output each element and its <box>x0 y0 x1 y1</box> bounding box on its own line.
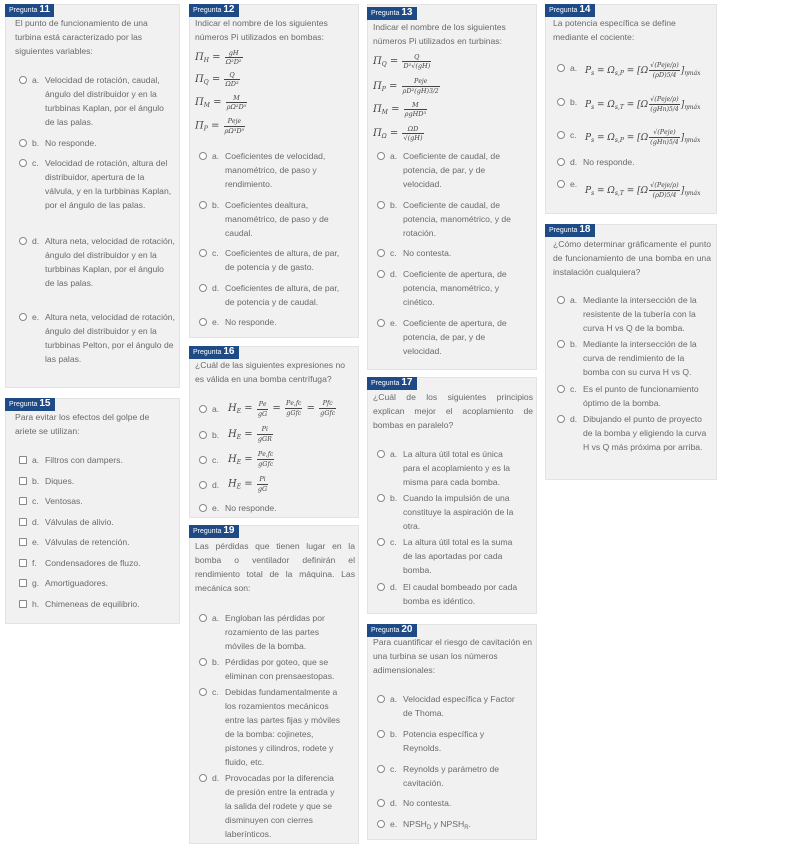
question-text: ¿Cuál de las siguientes expresiones no es válida en una bomba centrífuga? <box>195 360 346 384</box>
radio-button[interactable] <box>557 131 565 139</box>
question-text: ¿Cómo determinar gráficamente el punto de funcionamiento de una bomba en una instalación cualquiera? <box>553 239 711 277</box>
radio-button[interactable] <box>199 318 207 326</box>
question-text: Indicar el nombre de los siguientes números Pi utilizados en turbinas: <box>373 22 506 46</box>
formula-pi-omega: $\Pi_\Omega$ = $\frac{\Omega D}{√(gH)}$ <box>373 125 423 142</box>
radio-button[interactable] <box>557 385 565 393</box>
checkbox[interactable] <box>19 518 27 526</box>
question-14-badge: Pregunta 14 <box>545 4 595 17</box>
radio-button[interactable] <box>19 76 27 84</box>
formula-option-c: $P_s = \Omega_{s,P} = [\Omega$ √(Peje) (gHn)5/4 ]$_{\eta máx}$ <box>585 128 701 146</box>
radio-button[interactable] <box>199 658 207 666</box>
question-15-badge: Pregunta 15 <box>5 398 55 411</box>
radio-button[interactable] <box>199 284 207 292</box>
radio-button[interactable] <box>19 139 27 147</box>
formula-pi-m: $\Pi_M$ = M ρgHD³ <box>373 101 427 118</box>
question-18-card: Pregunta 18 ¿Cómo determinar gráficamente el punto de funcionamiento de una bomba en una instalación cualquiera? a. Mediante la intersección de la resistente de la tubería con la curva H vs Q de la bomba. b. Mediante la intersección de la curva de rendimiento de la bomba con su curva H vs Q. c. Es el punto de funcionamiento óptimo de la bomba. d. Dibujando el punto de proyecto de la bomba y eligiendo la curva H vs Q más próxima por arriba. <box>545 224 717 480</box>
question-14-card: Pregunta 14 La potencia específica se define mediante el cociente: a. $P_s = \Omega_{s,P} = [\Omega$ √(Peje/ρ) (ρD)5/4 ]$_{\eta máx}$ b. $P_s = \Omega_{s,T} = [\Omega$ √(Peje/ρ) (gHn)5/4 ]$_{\eta máx}$ c. $P_s = \Omega_{s,P} = [\Omega$ √(Peje) (gHn)5/4 ]$_{\eta máx}$ d. No responde. e. $P_s = \Omega_{s,T} = [\Omega$ √(Peje/ρ) (ρD)5/4 ]$_{\eta máx}$ <box>545 4 717 214</box>
question-13-badge: Pregunta 13 <box>367 7 417 20</box>
radio-button[interactable] <box>199 688 207 696</box>
question-13-card: Pregunta 13 Indicar el nombre de los siguientes números Pi utilizados en turbinas: $\Pi_Q$ = $\frac{Q}{\text{D²√(gH)}}$ $\Pi_P$ = Peje ρD²(gH)3/2 $\Pi_M$ = M ρgHD³ $\Pi_\Omega$ = $\frac{\Omega D}{√(gH)}$ a. Coeficiente de caudal, de potencia, de par, y de velocidad. b. Coeficiente de caudal, de potencia, manométrico, y de rotación. c. No contesta. d. Coeficiente de apertura, de potencia, manométrico, y cinético. e. Coeficiente de apertura, de potencia, de par, y de velocidad. <box>367 4 537 370</box>
question-18-badge: Pregunta 18 <box>545 224 595 237</box>
radio-button[interactable] <box>199 504 207 512</box>
radio-button[interactable] <box>377 799 385 807</box>
radio-button[interactable] <box>557 415 565 423</box>
question-text: Indicar el nombre de los siguientes números Pi utilizados en bombas: <box>195 18 328 42</box>
radio-button[interactable] <box>199 431 207 439</box>
question-text: La potencia específica se define mediante el cociente: <box>553 18 676 42</box>
formula-pi-p: $\Pi_P$ = Peje ρΩ³D⁵ <box>195 117 245 135</box>
question-15-card: Pregunta 15 Para evitar los efectos del golpe de ariete se utilizan: a. Filtros con dampers. b. Diques. c. Ventosas. d. Válvulas de alivio. e. Válvulas de retención. f. Condensadores de fluzo. g. Amortiguadores. h. Chimeneas de equilibrio. <box>5 398 180 624</box>
radio-button[interactable] <box>557 158 565 166</box>
radio-button[interactable] <box>557 296 565 304</box>
question-text: Las pérdidas que tienen lugar en la bomba o ventilador definirán el rendimiento total de la máquina. Las mecánica son: <box>195 541 355 593</box>
question-20-badge: Pregunta 20 <box>367 624 417 637</box>
formula-option-c: $H_E$ = Pe,fc gGfc <box>228 450 274 468</box>
radio-button[interactable] <box>199 152 207 160</box>
question-17-badge: Pregunta 17 <box>367 377 417 390</box>
radio-button[interactable] <box>199 249 207 257</box>
checkbox[interactable] <box>19 579 27 587</box>
question-11-badge: Pregunta 11 <box>5 4 54 17</box>
radio-button[interactable] <box>377 201 385 209</box>
radio-button[interactable] <box>199 614 207 622</box>
question-text: Para cuantificar el riesgo de cavitación en una turbina se usan los números adimensionales: <box>373 637 533 675</box>
checkbox[interactable] <box>19 477 27 485</box>
question-16-card: Pregunta 16 ¿Cuál de las siguientes expresiones no es válida en una bomba centrífuga? a. $H_E$ = $\frac{Pe}{gG}$ = Pe,fc gGfc = Pfc gGfc b. $H_E$ = Pi gGR c. $H_E$ = Pe,fc gGfc d. $H_E$ = $\frac{Pi}{gG}$ e. No responde. <box>189 346 359 518</box>
radio-button[interactable] <box>199 456 207 464</box>
question-19-card: Pregunta 19 Las pérdidas que tienen lugar en la bomba o ventilador definirán el rendimiento total de la máquina. Las mecánica son: a. Engloban las pérdidas por rozamiento de las partes móviles de la bomba. b. Pérdidas por goteo, que se eliminan con prensaestopas. c. Debidas fundamentalmente a los rozamientos mecánicos entre las partes fijas y móviles de la bomba: cojinetes, pistones y cilindros, rodete y fluido, etc. d. Provocadas por la diferencia de presión entre la entrada y la salida del rodete y que se disminuyen con cierres laberínticos. <box>189 525 359 844</box>
radio-button[interactable] <box>377 583 385 591</box>
question-11-card: Pregunta 11 El punto de funcionamiento de una turbina está caracterizado por las siguientes variables: a. Velocidad de rotación, caudal, ángulo del distribuidor y en la turbbinas Kaplan, por el ángulo de las palas. b. No responde. c. Velocidad de rotación, altura del distribuidor, apertura de la válvula, y en la turbbinas Kaplan, por el ángulo de las palas. d. Altura neta, velocidad de rotación, ángulo del distribuidor y en la turbbinas Kaplan, por el ángulo de las palas. e. Altura neta, velocidad de rotación, ángulo del distribuidor y en la turbbinas Pelton, por el ángulo de las palas. <box>5 4 180 388</box>
question-17-card: Pregunta 17 ¿Cuál de los siguientes principios explican mejor el acoplamiento de bombas en paralelo? a. La altura útil total es única para el acoplamiento y es la misma para cada bomba. b. Cuando la impulsión de una constituye la aspiración de la otra. c. La altura útil total es la suma de las aportadas por cada bomba. d. El caudal bombeado por cada bomba es idéntico. <box>367 377 537 614</box>
radio-button[interactable] <box>557 98 565 106</box>
formula-pi-q: $\Pi_Q$ = $\frac{Q}{\text{ΩD³}}$ <box>195 71 239 88</box>
radio-button[interactable] <box>377 820 385 828</box>
radio-button[interactable] <box>377 730 385 738</box>
question-19-badge: Pregunta 19 <box>189 525 239 538</box>
checkbox[interactable] <box>19 559 27 567</box>
formula-option-a: $P_s = \Omega_{s,P} = [\Omega$ √(Peje/ρ) (ρD)5/4 ]$_{\eta máx}$ <box>585 61 701 79</box>
checkbox[interactable] <box>19 456 27 464</box>
question-text: El punto de funcionamiento de una turbina está caracterizado por las siguientes variables: <box>15 18 148 56</box>
formula-pi-p: $\Pi_P$ = Peje ρD²(gH)3/2 <box>373 77 439 95</box>
radio-button[interactable] <box>377 319 385 327</box>
radio-button[interactable] <box>377 538 385 546</box>
radio-button[interactable] <box>19 313 27 321</box>
radio-button[interactable] <box>199 774 207 782</box>
formula-pi-q: $\Pi_Q$ = $\frac{Q}{\text{D²√(gH)}}$ <box>373 53 431 70</box>
formula-option-b: $P_s = \Omega_{s,T} = [\Omega$ √(Peje/ρ) (gHn)5/4 ]$_{\eta máx}$ <box>585 95 701 113</box>
formula-option-e: $P_s = \Omega_{s,T} = [\Omega$ √(Peje/ρ) (ρD)5/4 ]$_{\eta máx}$ <box>585 181 701 199</box>
radio-button[interactable] <box>19 159 27 167</box>
checkbox[interactable] <box>19 538 27 546</box>
formula-pi-h: $\Pi_H$ = $\frac{gH}{\text{Ω²D²}}$ <box>195 49 242 66</box>
radio-button[interactable] <box>377 765 385 773</box>
question-12-card: Pregunta 12 Indicar el nombre de los siguientes números Pi utilizados en bombas: $\Pi_H$ = $\frac{gH}{\text{Ω²D²}}$ $\Pi_Q$ = $\frac{Q}{\text{ΩD³}}$ $\Pi_M$ = $\frac{M}{\text{ρΩ²D⁵}}$ $\Pi_P$ = Peje ρΩ³D⁵ a. Coeficientes de velocidad, manométrico, de paso y rendimiento. b. Coeficientes dealtura, manométrico, de paso y de caudal. c. Coeficientes de altura, de par, de potencia y de gasto. d. Coeficientes de altura, de par, de potencia y de caudal. e. No responde. <box>189 4 359 338</box>
question-text: Para evitar los efectos del golpe de ariete se utilizan: <box>15 412 150 436</box>
radio-button[interactable] <box>377 270 385 278</box>
radio-button[interactable] <box>377 249 385 257</box>
formula-option-d: $H_E$ = $\frac{Pi}{gG}$ <box>228 475 268 493</box>
question-text: ¿Cuál de los siguientes principios explican mejor el acoplamiento de bombas en paralelo? <box>373 392 533 430</box>
radio-button[interactable] <box>199 481 207 489</box>
question-16-badge: Pregunta 16 <box>189 346 239 359</box>
radio-button[interactable] <box>377 494 385 502</box>
formula-pi-m: $\Pi_M$ = $\frac{M}{\text{ρΩ²D⁵}}$ <box>195 94 247 111</box>
radio-button[interactable] <box>377 695 385 703</box>
radio-button[interactable] <box>19 237 27 245</box>
radio-button[interactable] <box>377 152 385 160</box>
question-12-badge: Pregunta 12 <box>189 4 239 17</box>
radio-button[interactable] <box>377 450 385 458</box>
radio-button[interactable] <box>557 340 565 348</box>
formula-option-b: $H_E$ = Pi gGR <box>228 425 272 443</box>
formula-option-a: $H_E$ = $\frac{Pe}{gG}$ = Pe,fc gGfc = Pfc gGfc <box>228 399 336 418</box>
radio-button[interactable] <box>557 64 565 72</box>
checkbox[interactable] <box>19 600 27 608</box>
question-20-card: Pregunta 20 Para cuantificar el riesgo de cavitación en una turbina se usan los números adimensionales: a. Velocidad específica y Factor de Thoma. b. Potencia específica y Reynolds. c. Reynolds y parámetro de cavitación. d. No contesta. e. $NPSH_D$ y $NPSH_R$. <box>367 624 537 840</box>
radio-button[interactable] <box>199 201 207 209</box>
checkbox[interactable] <box>19 497 27 505</box>
radio-button[interactable] <box>199 405 207 413</box>
radio-button[interactable] <box>557 180 565 188</box>
